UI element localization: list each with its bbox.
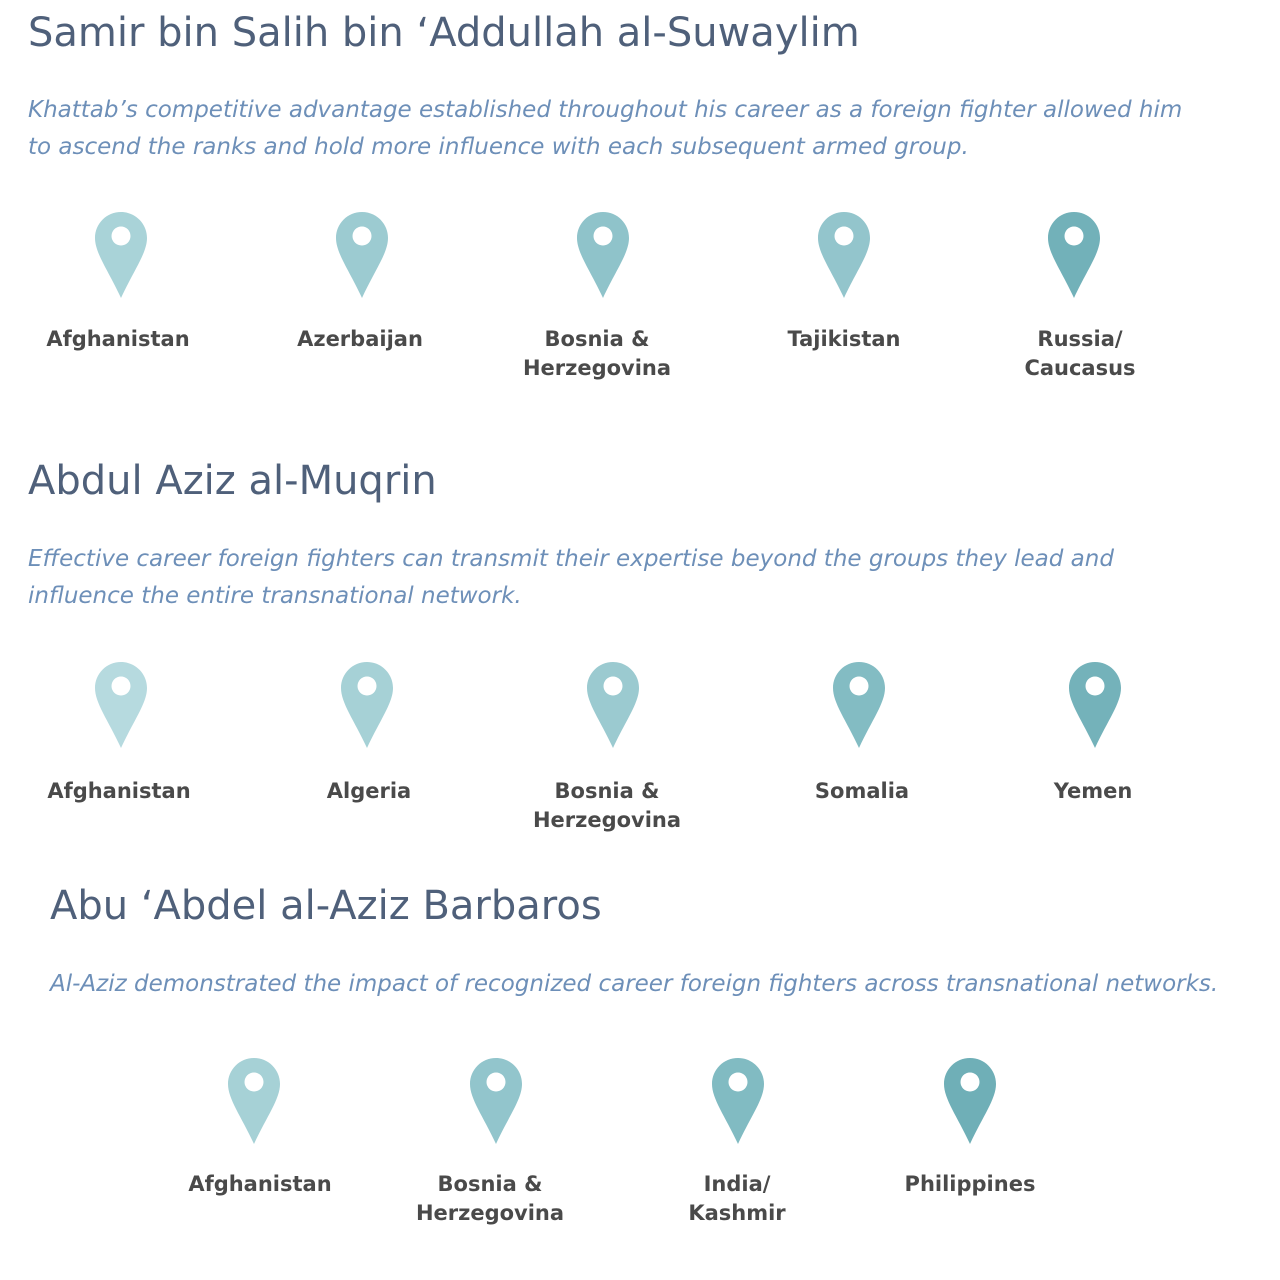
location-label: Bosnia & Herzegovina — [522, 327, 672, 380]
map-pin-icon — [336, 212, 388, 298]
location-label: Afghanistan — [188, 1172, 332, 1196]
section-subtitle: Khattab’s competitive advantage established throughout his career as a foreign fighter allowed him to ascend the ranks and hold more influence with each subsequent armed group. — [28, 97, 1183, 160]
location-label: Somalia — [814, 779, 910, 803]
location-label: Bosnia & Herzegovina — [415, 1172, 565, 1225]
location-label: Azerbaijan — [297, 327, 423, 351]
section-subtitle: Al-Aziz demonstrated the impact of recognized career foreign fighters across transnational networks. — [50, 971, 1219, 997]
map-pin-icon — [587, 662, 639, 748]
map-pin-icon — [341, 662, 393, 748]
section-title: Samir bin Salih bin ‘Addullah al-Suwaylim — [28, 10, 860, 56]
location-label: Tajikistan — [787, 327, 901, 351]
location-label: Philippines — [904, 1172, 1036, 1196]
location-label: Algeria — [326, 779, 412, 803]
location-label: Bosnia & Herzegovina — [532, 779, 682, 832]
map-pin-icon — [470, 1058, 522, 1144]
location-label: Yemen — [1053, 779, 1133, 803]
section-title: Abdul Aziz al-Muqrin — [28, 458, 437, 504]
map-pin-icon — [818, 212, 870, 298]
section-subtitle: Effective career foreign fighters can transmit their expertise beyond the groups they lead and influence the entire transnational network. — [28, 546, 1114, 609]
location-label: Russia/ Caucasus — [1024, 327, 1136, 380]
location-label: Afghanistan — [46, 327, 190, 351]
location-label: India/ Kashmir — [688, 1172, 786, 1225]
map-pin-icon — [1048, 212, 1100, 298]
map-pin-icon — [1069, 662, 1121, 748]
location-label: Afghanistan — [47, 779, 191, 803]
map-pin-icon — [95, 212, 147, 298]
section-title: Abu ‘Abdel al-Aziz Barbaros — [50, 883, 602, 929]
map-pin-icon — [712, 1058, 764, 1144]
map-pin-icon — [944, 1058, 996, 1144]
map-pin-icon — [95, 662, 147, 748]
map-pin-icon — [577, 212, 629, 298]
map-pin-icon — [833, 662, 885, 748]
map-pin-icon — [228, 1058, 280, 1144]
